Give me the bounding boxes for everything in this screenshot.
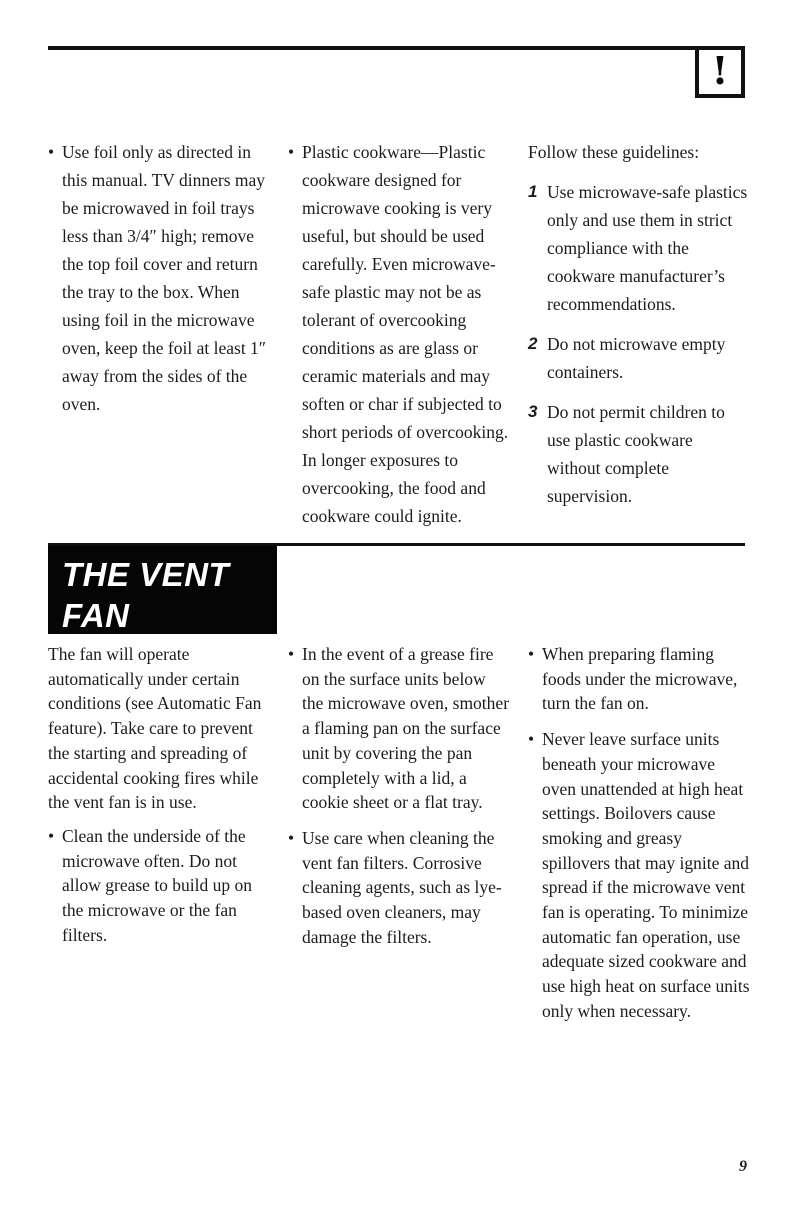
column-plastic-cookware [288,138,510,541]
numbered-text: Use microwave-safe plastics only and use them in strict compliance with the cookware manufacturer’s recommendations. [547,182,748,314]
numbered-text: Do not permit children to use plastic cookware without complete supervision. [547,402,725,506]
item-number: 2 [528,334,538,353]
column-grease-fire [288,642,510,1035]
numbered-text: Do not microwave empty containers. [547,334,726,382]
column-plastic-guidelines [528,138,750,541]
bullet-text: • Use foil only as directed in this manual. TV dinners may be microwaved in foil trays less than 3/4″ high; remove the top foil cover and return the tray to the box. When using foil in the microwave oven, keep the foil at least 1″ away from the sides of the oven. [62,142,267,414]
bullet-text: • Clean the underside of the microwave often. Do not allow grease to build up on the microwave or the fan filters. [62,825,253,945]
bullet-item-clean-underside [48,824,270,948]
numbered-item-1 [528,178,750,318]
item-number: 1 [528,182,538,201]
top-divider [48,46,745,50]
vent-fan-section-body [48,642,750,1035]
warning-attention-box [695,46,745,98]
exclamation-icon: ! [711,48,729,93]
vent-fan-section-banner [48,546,277,634]
bullet-item-surface-units [528,727,750,1023]
bullet-item-foil [48,138,270,418]
section-title-line-1: THE VENT [62,556,230,593]
numbered-item-3 [528,398,750,510]
bullet-text: • In the event of a grease fire on the surface units below the microwave oven, smother a flaming pan on the surface unit by covering the pan completely with a lid, a cookie sheet or a flat tray. [302,644,510,813]
bullet-item-filter-cleaning [288,826,510,950]
column-flaming-foods [528,642,750,1035]
cookware-guidelines-section [48,138,750,541]
column-fan-operation [48,642,270,1035]
section-title-line-2: FAN [62,597,130,634]
guidelines-intro: Follow these guidelines: [528,142,700,162]
page-number: 9 [739,1158,747,1175]
fan-operation-paragraph: The fan will operate automatically under certain conditions (see Automatic Fan feature). Take care to prevent the starting and spreading of accidental cooking fires while the vent fan is in use. [48,644,262,813]
item-number: 3 [528,402,538,421]
bullet-text: • When preparing flaming foods under the microwave, turn the fan on. [542,644,738,714]
bullet-text: • Plastic cookware—Plastic cookware designed for microwave cooking is very useful, but should be used carefully. Even microwave-safe plastic may not be as tolerant of overcooking conditions as are glass or ceramic materials and may soften or char if subjected to short periods of overcooking. In longer exposures to overcooking, the food and cookware could ignite. [302,142,509,526]
bullet-text: • Never leave surface units beneath your microwave oven unattended at high heat settings. Boilovers cause smoking and greasy spillovers that may ignite and spread if the microwave vent fan is operating. To minimize automatic fan operation, use adequate sized cookware and use high heat on surface units only when necessary. [542,729,750,1021]
bullet-item-plastic [288,138,510,530]
numbered-item-2 [528,330,750,386]
bullet-text: • Use care when cleaning the vent fan filters. Corrosive cleaning agents, such as lye-based oven cleaners, may damage the filters. [302,827,502,947]
bullet-item-grease-fire [288,642,510,815]
column-foil-use [48,138,270,541]
bullet-item-flaming-foods [528,642,750,716]
